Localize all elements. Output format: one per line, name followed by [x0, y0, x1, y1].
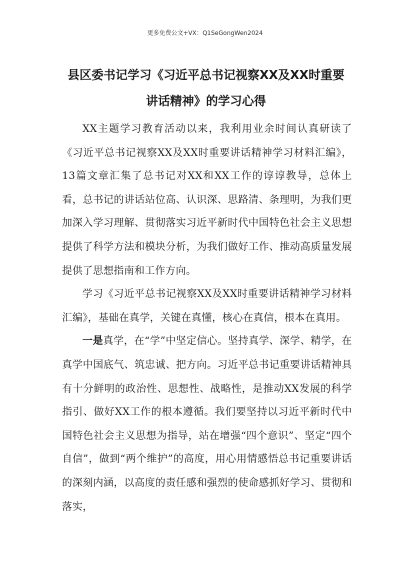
header-note: 更多免费公文+VX：Q1SeGongWen2024: [147, 30, 263, 37]
paragraph-3-lead: 一是: [82, 336, 104, 348]
paragraph-3-text: 真学，在“学”中坚定信心。坚持真学、深学、精学，在真学中国底气、筑忠诚、把方向。习近平总书记重要讲话精神具有十分鲜明的政治性、思想性、战略性，是推动XX发展的科学指引、做好XX工作的根本遵循。我们要坚持以习近平新时代中国特色社会主义思想为指导，站在增强“四个意识”、坚定“四个自信”，做到“两个维护”的高度，用心用情感悟总书记重要讲话的深刻内涵，以高度的责任感和强烈的使命感抓好学习、贯彻和落实，: [62, 336, 352, 513]
paragraph-1: [62, 118, 352, 283]
paragraph-2-text: 学习《习近平总书记视察XX及XX时重要讲话精神学习材料汇编》，基础在真学，关键在真懂，核心在真信，根本在真用。: [62, 289, 352, 324]
document-body: [62, 118, 352, 519]
paragraph-3: [62, 330, 352, 519]
paragraph-2: [62, 283, 352, 330]
document-title: 县区委书记学习《习近平总书记视察XX及XX时重要讲话精神》的学习心得: [67, 68, 345, 108]
paragraph-1-text: XX主题学习教育活动以来，我利用业余时间认真研读了《习近平总书记视察XX及XX时重要讲话精神学习材料汇编》，13篇文章汇集了总书记对XX和XX工作的谆谆教导，总体上看，总书记的讲话站位高、认识深、思路清、条理明，为我们更加深入学习理解、贯彻落实习近平新时代中国特色社会主义思想提供了科学方法和模块分析，为我们做好工作、推动高质量发展提供了思想指南和工作方向。: [62, 124, 352, 277]
